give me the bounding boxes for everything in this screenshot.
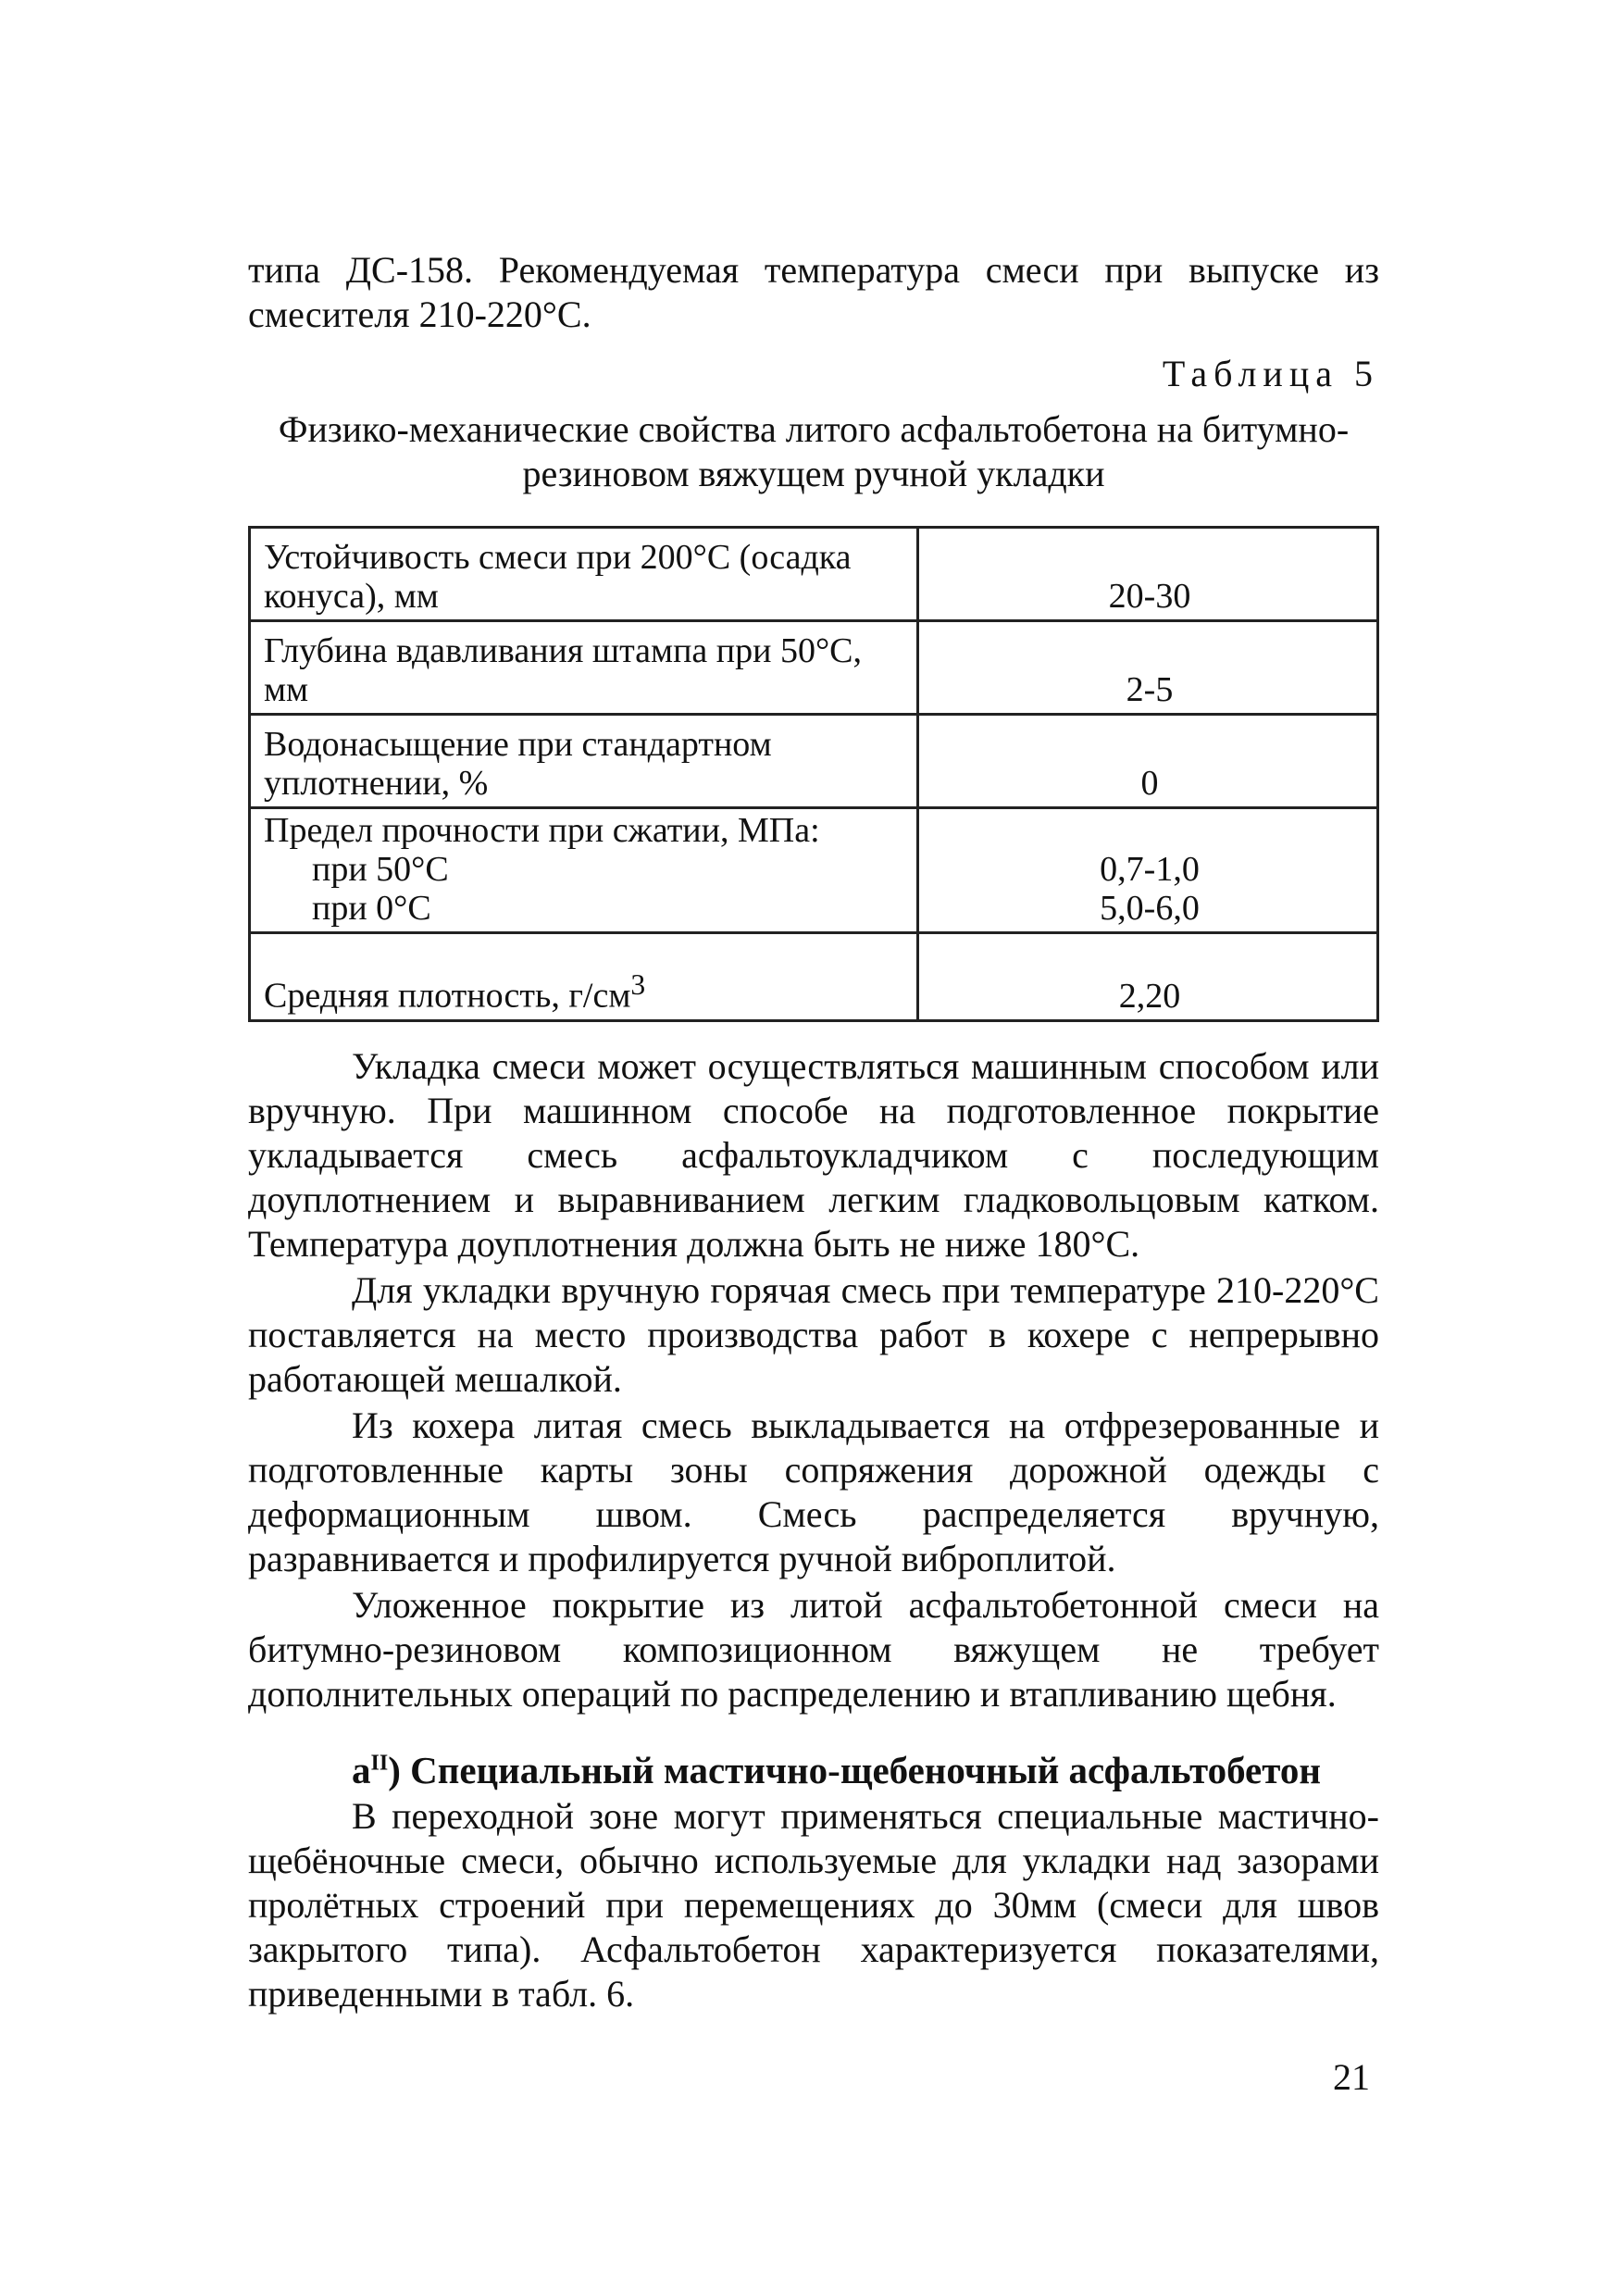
- intro-text: типа ДС-158. Рекомендуемая температура смеси при выпуске из смесителя 210-220°С.: [248, 249, 1379, 335]
- row-subvalue: 0,7-1,0: [1100, 850, 1200, 889]
- section-marker: а: [352, 1749, 371, 1791]
- row-subvalue: 5,0-6,0: [1100, 889, 1200, 928]
- paragraph: Укладка смеси может осуществляться машинным способом или вручную. При машинном способе на подготовленное покрытие укладывается смесь асфальтоукладчиком с последующим доуплотнением и выравниванием легким гладковольцовым катком. Температура доуплотнения должна быть не ниже 180°С.: [248, 1045, 1379, 1265]
- row-param: Средняя плотность, г/см: [264, 977, 631, 1016]
- section-heading: [352, 1748, 1321, 1792]
- row-param-group: [250, 933, 918, 1021]
- row-subparam: при 0°С: [312, 889, 431, 928]
- section-body: [248, 1794, 1379, 2016]
- intro-paragraph: [248, 248, 1379, 337]
- table-row: [250, 715, 1378, 808]
- paragraph: Для укладки вручную горячая смесь при температуре 210-220°С поставляется на место производства работ в кохере с непрерывно работающей мешалкой.: [248, 1269, 1379, 1400]
- table-row: [250, 528, 1378, 621]
- section-marker-sup: II: [370, 1751, 389, 1776]
- paragraph: Уложенное покрытие из литой асфальтобетонной смеси на битумно-резиновом композиционном вяжущем не требует дополнительных операций по распределению и втапливанию щебня.: [248, 1584, 1379, 1715]
- row-value: 2,20: [918, 933, 1378, 1021]
- table-label: Таблица 5: [1162, 353, 1379, 394]
- body-text: [248, 1044, 1379, 1716]
- page-number: 21: [1333, 2056, 1370, 2098]
- row-param: Устойчивость смеси при 200°С (осадка конуса), мм: [250, 528, 918, 621]
- row-value: 2-5: [918, 621, 1378, 715]
- row-param: Глубина вдавливания штампа при 50°С, мм: [250, 621, 918, 715]
- row-value: 20-30: [918, 528, 1378, 621]
- row-param: Водонасыщение при стандартном уплотнении, %: [250, 715, 918, 808]
- row-param-group: [250, 808, 918, 933]
- table-row: [250, 808, 1378, 933]
- paragraph: Из кохера литая смесь выкладывается на отфрезерованные и подготовленные карты зоны сопряжения дорожной одежды с деформационным швом. Смесь распределяется вручную, разравнивается и профилируется ручной виброплитой.: [248, 1404, 1379, 1579]
- row-param: Предел прочности при сжатии, МПа:: [264, 811, 820, 850]
- superscript: 3: [630, 968, 646, 1002]
- row-value: 0: [918, 715, 1378, 808]
- table-title: Физико-механические свойства литого асфальтобетона на битумно-резиновом вяжущем ручной укладки: [278, 408, 1350, 494]
- properties-table: [248, 526, 1379, 1022]
- section-title: Специальный мастично-щебеночный асфальтобетон: [410, 1749, 1321, 1791]
- paragraph: В переходной зоне могут применяться специальные мастично-щебёночные смеси, обычно используемые для укладки над зазорами пролётных строений при перемещениях до 30мм (смеси для швов закрытого типа). Асфальтобетон характеризуется показателями, приведенными в табл. 6.: [248, 1795, 1379, 2015]
- table-row: [250, 621, 1378, 715]
- row-subparam: при 50°С: [312, 850, 449, 889]
- row-value-group: [918, 808, 1378, 933]
- section-marker-close: ): [388, 1749, 401, 1791]
- table-row: [250, 933, 1378, 1021]
